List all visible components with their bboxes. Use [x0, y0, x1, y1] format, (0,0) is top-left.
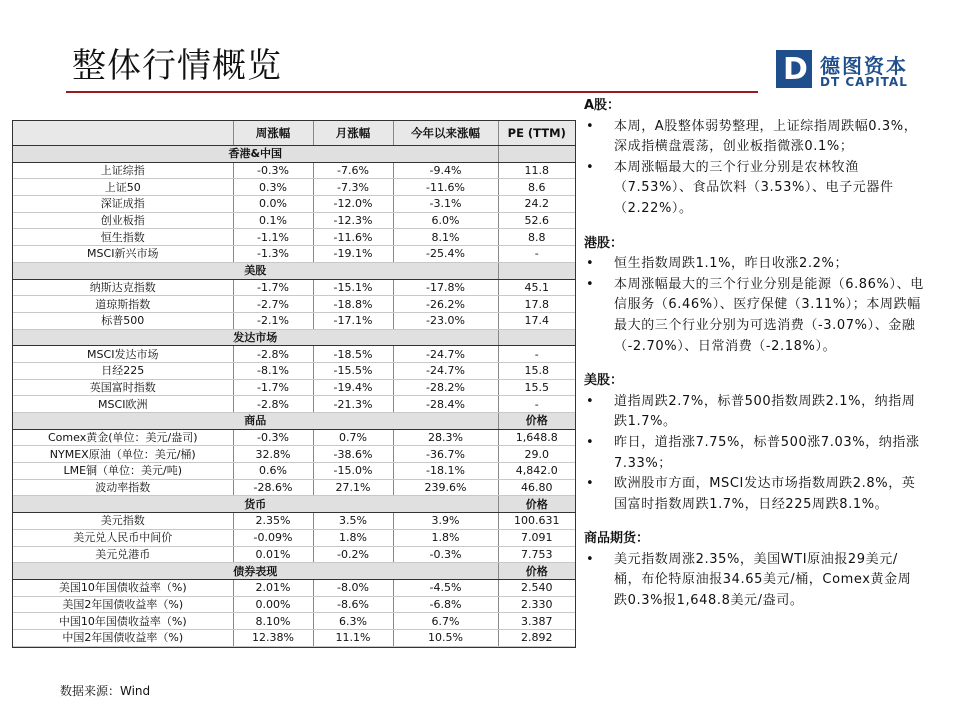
value-cell: -2.8% [233, 346, 313, 363]
value-cell: 6.0% [393, 212, 498, 229]
table-row [13, 162, 575, 179]
value-cell: 32.8% [233, 446, 313, 463]
commentary-bullet: • 恒生指数周跌1.1%，昨日收涨2.2%； [584, 254, 924, 275]
row-name-cell: 中国2年国债收益率（%) [13, 629, 233, 646]
value-cell: -6.8% [393, 596, 498, 613]
table-row [13, 229, 575, 246]
section-col-label [498, 262, 575, 279]
row-name-cell: 英国富时指数 [13, 379, 233, 396]
logo-name-cn: 德图资本 [820, 54, 908, 78]
commentary-list [584, 392, 924, 516]
commentary-list [584, 254, 924, 357]
value-cell: -1.7% [233, 379, 313, 396]
value-cell: -26.2% [393, 296, 498, 313]
value-cell: 1.8% [313, 529, 393, 546]
row-name-cell: Comex黄金(单位：美元/盎司) [13, 429, 233, 446]
value-cell: -0.3% [233, 162, 313, 179]
value-cell: 46.80 [498, 479, 575, 496]
value-cell: -3.1% [393, 196, 498, 213]
table-row [13, 362, 575, 379]
logo-name-en: DT CAPITAL [820, 75, 908, 89]
table-row [13, 479, 575, 496]
section-col-label: 价格 [498, 563, 575, 580]
commentary-panel [584, 96, 924, 626]
commentary-heading: A股： [584, 98, 621, 113]
value-cell: - [498, 396, 575, 413]
row-name-cell: 日经225 [13, 362, 233, 379]
value-cell: 2.01% [233, 579, 313, 596]
commentary-heading: 港股： [584, 235, 624, 251]
value-cell: -17.1% [313, 312, 393, 329]
row-name-cell: NYMEX原油（单位：美元/桶) [13, 446, 233, 463]
table-row [13, 346, 575, 363]
commentary-heading: 美股： [584, 373, 624, 389]
value-cell: 0.00% [233, 596, 313, 613]
section-col-label [498, 146, 575, 163]
value-cell: 3.5% [313, 513, 393, 530]
value-cell: 24.2 [498, 196, 575, 213]
row-name-cell: 纳斯达克指数 [13, 279, 233, 296]
value-cell: -28.6% [233, 479, 313, 496]
row-name-cell: MSCI发达市场 [13, 346, 233, 363]
value-cell: -0.3% [393, 546, 498, 563]
logo-mark-icon: D [776, 50, 812, 88]
value-cell: 11.1% [313, 629, 393, 646]
commentary-list [584, 550, 924, 612]
table-row [13, 613, 575, 630]
value-cell: - [498, 346, 575, 363]
value-cell: 15.8 [498, 362, 575, 379]
header-cell [13, 121, 233, 146]
section-label: 商品 [13, 413, 498, 430]
value-cell: -0.09% [233, 529, 313, 546]
header-cell: 周涨幅 [233, 121, 313, 146]
value-cell: 0.7% [313, 429, 393, 446]
table-row [13, 396, 575, 413]
value-cell: 10.5% [393, 629, 498, 646]
value-cell: -18.8% [313, 296, 393, 313]
row-name-cell: 道琼斯指数 [13, 296, 233, 313]
commentary-bullet: • 本周涨幅最大的三个行业分别是农林牧渔（7.53%）、食品饮料（3.53%）、电子元器件（2.22%）。 [584, 158, 924, 220]
value-cell: -12.3% [313, 212, 393, 229]
value-cell: 12.38% [233, 629, 313, 646]
table-section-row [13, 413, 575, 430]
value-cell: -19.4% [313, 379, 393, 396]
commentary-block [584, 371, 924, 515]
section-label: 债券表现 [13, 563, 498, 580]
value-cell: 6.7% [393, 613, 498, 630]
value-cell: 2.892 [498, 629, 575, 646]
row-name-cell: 标普500 [13, 312, 233, 329]
value-cell: 4,842.0 [498, 463, 575, 480]
value-cell: -4.5% [393, 579, 498, 596]
value-cell: -8.6% [313, 596, 393, 613]
row-name-cell: 美元兑港币 [13, 546, 233, 563]
row-name-cell: LME铜（单位：美元/吨) [13, 463, 233, 480]
table-row [13, 463, 575, 480]
table-section-row [13, 262, 575, 279]
value-cell: -21.3% [313, 396, 393, 413]
table-row [13, 513, 575, 530]
value-cell: 28.3% [393, 429, 498, 446]
commentary-bullet: • 本周，A股整体弱势整理，上证综指周跌幅0.3%，深成指横盘震荡，创业板指微涨0.1%； [584, 117, 924, 158]
value-cell: -15.0% [313, 463, 393, 480]
value-cell: 17.8 [498, 296, 575, 313]
table-header-row [13, 121, 575, 146]
value-cell: 3.387 [498, 613, 575, 630]
value-cell: 2.35% [233, 513, 313, 530]
row-name-cell: 美元兑人民币中间价 [13, 529, 233, 546]
row-name-cell: 上证50 [13, 179, 233, 196]
value-cell: -7.3% [313, 179, 393, 196]
row-name-cell: 美国2年国债收益率（%) [13, 596, 233, 613]
value-cell: 8.6 [498, 179, 575, 196]
table-row [13, 279, 575, 296]
value-cell: -18.5% [313, 346, 393, 363]
header-cell: PE (TTM) [498, 121, 575, 146]
section-label: 发达市场 [13, 329, 498, 346]
table-row [13, 196, 575, 213]
section-col-label [498, 329, 575, 346]
value-cell: -1.3% [233, 246, 313, 263]
brand-logo [776, 50, 946, 94]
value-cell: -8.0% [313, 579, 393, 596]
commentary-block [584, 529, 924, 611]
table-section-row [13, 496, 575, 513]
value-cell: 8.1% [393, 229, 498, 246]
table-section-row [13, 563, 575, 580]
table-row [13, 579, 575, 596]
commentary-heading: 商品期货： [584, 531, 650, 547]
value-cell: 1,648.8 [498, 429, 575, 446]
value-cell: -8.1% [233, 362, 313, 379]
section-label: 货币 [13, 496, 498, 513]
value-cell: -25.4% [393, 246, 498, 263]
value-cell: -15.5% [313, 362, 393, 379]
value-cell: 7.091 [498, 529, 575, 546]
value-cell: -0.2% [313, 546, 393, 563]
row-name-cell: 深证成指 [13, 196, 233, 213]
value-cell: 0.3% [233, 179, 313, 196]
title-divider [66, 91, 758, 93]
row-name-cell: MSCI欧洲 [13, 396, 233, 413]
value-cell: -11.6% [313, 229, 393, 246]
value-cell: -24.7% [393, 346, 498, 363]
value-cell: 15.5 [498, 379, 575, 396]
table-row [13, 246, 575, 263]
row-name-cell: 波动率指数 [13, 479, 233, 496]
value-cell: -12.0% [313, 196, 393, 213]
value-cell: -7.6% [313, 162, 393, 179]
value-cell: 0.01% [233, 546, 313, 563]
value-cell: -38.6% [313, 446, 393, 463]
value-cell: -36.7% [393, 446, 498, 463]
table-row [13, 596, 575, 613]
row-name-cell: 上证综指 [13, 162, 233, 179]
row-name-cell: 恒生指数 [13, 229, 233, 246]
table-section-row [13, 329, 575, 346]
value-cell: 27.1% [313, 479, 393, 496]
table-row [13, 379, 575, 396]
table-row [13, 296, 575, 313]
row-name-cell: 中国10年国债收益率（%) [13, 613, 233, 630]
commentary-bullet: • 本周涨幅最大的三个行业分别是能源（6.86%）、电信服务（6.46%）、医疗保健（3.11%）；本周跌幅最大的三个行业分别为可选消费（-3.07%）、金融（-2.70%）、日常消费（-2.18%）。 [584, 275, 924, 357]
value-cell: -28.2% [393, 379, 498, 396]
value-cell: -2.8% [233, 396, 313, 413]
row-name-cell: MSCI新兴市场 [13, 246, 233, 263]
commentary-bullet: • 美元指数周涨2.35%，美国WTI原油报29美元/桶，布伦特原油报34.65美元/桶，Comex黄金周跌0.3%报1,648.8美元/盎司。 [584, 550, 924, 612]
commentary-bullet: • 欧洲股市方面，MSCI发达市场指数周跌2.8%，英国富时指数周跌1.7%，日经225周跌8.1%。 [584, 474, 924, 515]
value-cell: 2.540 [498, 579, 575, 596]
value-cell: -11.6% [393, 179, 498, 196]
value-cell: -17.8% [393, 279, 498, 296]
table-row [13, 446, 575, 463]
value-cell: -19.1% [313, 246, 393, 263]
value-cell: 3.9% [393, 513, 498, 530]
page-title: 整体行情概览 [72, 46, 282, 86]
header-cell: 今年以来涨幅 [393, 121, 498, 146]
value-cell: 7.753 [498, 546, 575, 563]
value-cell: 100.631 [498, 513, 575, 530]
value-cell: -1.7% [233, 279, 313, 296]
market-overview-table [12, 120, 576, 648]
data-source-note: 数据来源：Wind [60, 684, 151, 698]
header-cell: 月涨幅 [313, 121, 393, 146]
value-cell: 8.8 [498, 229, 575, 246]
table-row [13, 629, 575, 646]
value-cell: -2.7% [233, 296, 313, 313]
value-cell: -15.1% [313, 279, 393, 296]
commentary-block [584, 96, 924, 220]
value-cell: - [498, 246, 575, 263]
value-cell: -24.7% [393, 362, 498, 379]
value-cell: 0.6% [233, 463, 313, 480]
table-row [13, 312, 575, 329]
section-col-label: 价格 [498, 413, 575, 430]
commentary-list [584, 117, 924, 220]
table-row [13, 429, 575, 446]
section-col-label: 价格 [498, 496, 575, 513]
value-cell: -9.4% [393, 162, 498, 179]
value-cell: 6.3% [313, 613, 393, 630]
value-cell: -28.4% [393, 396, 498, 413]
value-cell: -23.0% [393, 312, 498, 329]
value-cell: 17.4 [498, 312, 575, 329]
value-cell: 52.6 [498, 212, 575, 229]
value-cell: 239.6% [393, 479, 498, 496]
commentary-bullet: • 昨日，道指涨7.75%，标普500涨7.03%，纳指涨7.33%； [584, 433, 924, 474]
row-name-cell: 美元指数 [13, 513, 233, 530]
value-cell: 29.0 [498, 446, 575, 463]
row-name-cell: 美国10年国债收益率（%) [13, 579, 233, 596]
table-section-row [13, 146, 575, 163]
value-cell: 8.10% [233, 613, 313, 630]
value-cell: -2.1% [233, 312, 313, 329]
table-row [13, 546, 575, 563]
value-cell: 45.1 [498, 279, 575, 296]
section-label: 香港&中国 [13, 146, 498, 163]
commentary-block [584, 234, 924, 358]
value-cell: 0.0% [233, 196, 313, 213]
value-cell: 2.330 [498, 596, 575, 613]
commentary-bullet: • 道指周跌2.7%，标普500指数周跌2.1%，纳指周跌1.7%。 [584, 392, 924, 433]
table-row [13, 212, 575, 229]
table-row [13, 179, 575, 196]
value-cell: 0.1% [233, 212, 313, 229]
table-row [13, 529, 575, 546]
section-label: 美股 [13, 262, 498, 279]
value-cell: -1.1% [233, 229, 313, 246]
row-name-cell: 创业板指 [13, 212, 233, 229]
value-cell: 11.8 [498, 162, 575, 179]
value-cell: -18.1% [393, 463, 498, 480]
value-cell: -0.3% [233, 429, 313, 446]
value-cell: 1.8% [393, 529, 498, 546]
